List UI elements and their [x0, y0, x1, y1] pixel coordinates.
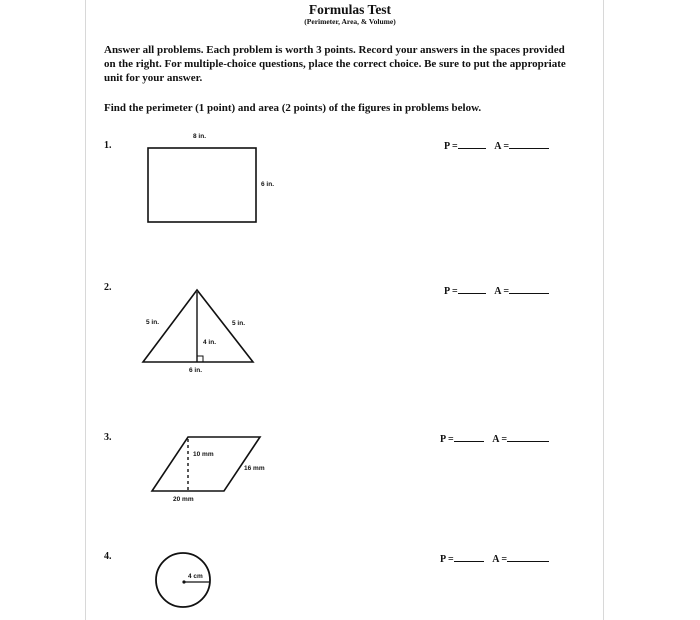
rectangle-height-label: 6 in. — [261, 181, 275, 188]
problem-3-number: 3. — [104, 432, 112, 443]
circle-center-dot — [182, 580, 185, 583]
area-label: A = — [492, 554, 508, 565]
triangle-base-label: 6 in. — [189, 367, 203, 374]
perimeter-label: P = — [444, 286, 458, 297]
perimeter-label: P = — [440, 554, 454, 565]
area-label: A = — [492, 434, 508, 445]
perimeter-label: P = — [440, 434, 454, 445]
circle-radius-label: 4 cm — [188, 573, 203, 580]
parallelogram-side-label: 16 mm — [244, 465, 265, 472]
triangle-right-side-label: 5 in. — [232, 320, 246, 327]
parallelogram-figure — [152, 437, 260, 491]
section-prompt: Find the perimeter (1 point) and area (2 points) of the figures in problems below. — [104, 102, 482, 114]
problem-2-number: 2. — [104, 282, 112, 293]
triangle-left-side-label: 5 in. — [146, 319, 160, 326]
instructions: Answer all problems. Each problem is worth 3 points. Record your answers in the spaces provided on the right. For multiple-choice questions, place the correct choice. Be sure to put the appropriate unit for your answer. — [104, 44, 566, 84]
area-label: A = — [494, 141, 510, 152]
rectangle-width-label: 8 in. — [193, 133, 207, 140]
rectangle-figure — [148, 148, 256, 222]
area-label: A = — [494, 286, 510, 297]
problem-1-number: 1. — [104, 140, 112, 151]
triangle-right-angle-mark — [197, 356, 203, 362]
parallelogram-height-label: 10 mm — [193, 451, 214, 458]
triangle-height-label: 4 in. — [203, 339, 217, 346]
page-title: Formulas Test — [308, 2, 392, 17]
problem-4-number: 4. — [104, 551, 112, 562]
parallelogram-base-label: 20 mm — [173, 496, 194, 503]
page-subtitle: (Perimeter, Area, & Volume) — [304, 17, 396, 26]
circle-figure — [156, 553, 210, 607]
perimeter-label: P = — [444, 141, 458, 152]
